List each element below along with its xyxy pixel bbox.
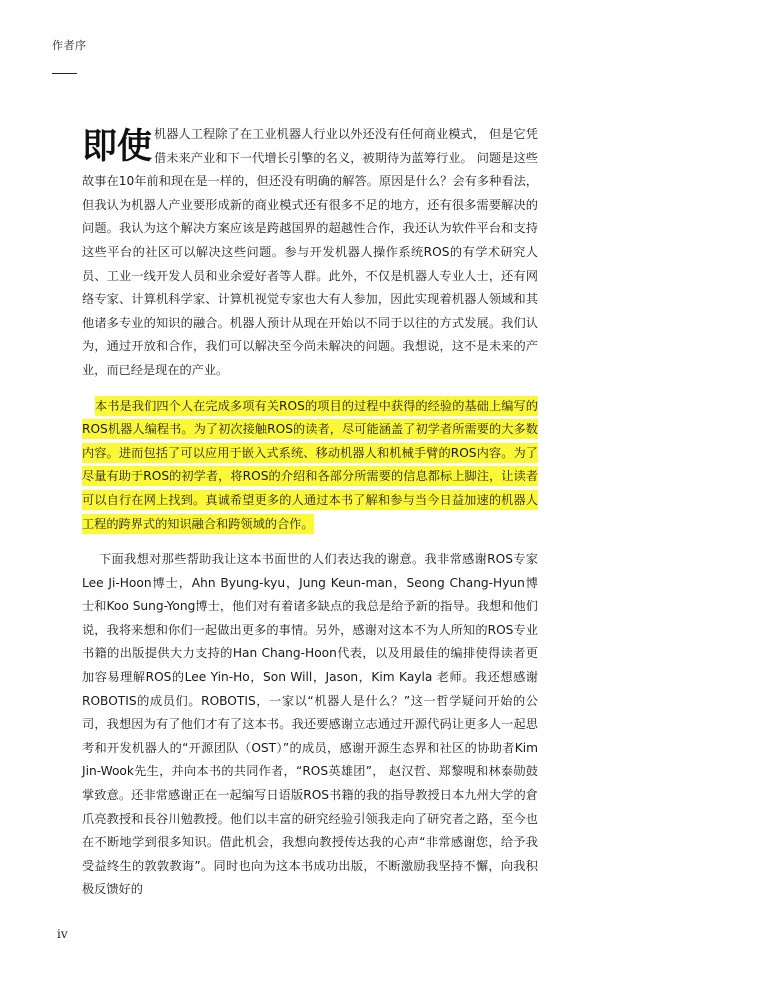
paragraph-3: 下面我想对那些帮助我让这本书面世的人们表达我的谢意。我非常感谢ROS专家Lee Ji-Hoon博士，Ahn Byung-kyu，Jung Keun-man，Seong Chang-Hyun博士和Koo Sung-Yong博士，他们对有着诸多缺点的我总是给予新的指导。我想和他们说，我将来想和你们一起做出更多的事情。另外，感谢对这本不为人所知的ROS专业书籍的出版提供大力支持的Han Chang-Hoon代表，以及用最佳的编排使得读者更加容易理解ROS的Lee Yin-Ho，Son Will，Jason，Kim Kayla 老师。我还想感谢ROBOTIS的成员们。ROBOTIS，一家以“机器人是什么？”这一哲学疑问开始的公司，我想因为有了他们才有了这本书。我还要感谢立志通过开源代码让更多人一起思考和开发机器人的“开源团队（OST）”的成员，感谢开源生态界和社区的协助者Kim Jin-Wook先生，并向本书的共同作者，“ROS英雄团”， 赵汉哲、郑黎晛和林泰勋鼓掌致意。还非常感谢正在一起编写日语版ROS书籍的我的指导教授日本九州大学的倉爪亮教授和長谷川勉教授。他们以丰富的研究经验引领我走向了研究者之路，至今也在不断地学到很多知识。借此机会，我想向教授传达我的心声“非常感谢您，给予我受益终生的敦敦教诲”。同时也向为这本书成功出版，不断激励我坚持不懈，向我积极反馈好的 <box>82 552 538 897</box>
drop-cap: 即使 <box>82 127 153 167</box>
paragraph-2 <box>82 395 538 537</box>
page-number: iv <box>57 927 68 941</box>
highlighted-text: 本书是我们四个人在完成多项有关ROS的项目的过程中获得的经验的基础上编写的ROS机器人编程书。为了初次接触ROS的读者，尽可能涵盖了初学者所需要的大多数内容。进而包括了可以应用于嵌入式系统、移动机器人和机械手臂的ROS内容。为了尽量有助于ROS的初学者，将ROS的介绍和各部分所需要的信息都标上脚注，让读者可以自行在网上找到。真诚希望更多的人通过本书了解和参与当今日益加速的机器人工程的跨界式的知识融合和跨领域的合作。 <box>82 396 538 534</box>
paragraph-1-text: 机器人工程除了在工业机器人行业以外还没有任何商业模式， 但是它凭借未来产业和下一代增长引擎的名义，被期待为蓝筹行业。 问题是这些故事在10年前和现在是一样的，但还没有明确的解答。原因是什么？会有多种看法，但我认为机器人产业要形成新的商业模式还有很多不足的地方，还有很多需要解决的问题。我认为这个解决方案应该是跨越国界的超越性合作，我还认为软件平台和支持这些平台的社区可以解决这些问题。参与开发机器人操作系统ROS的有学术研究人员、工业一线开发人员和业余爱好者等人群。此外，不仅是机器人专业人士，还有网络专家、计算机科学家、计算机视觉专家也大有人参加，因此实现着机器人领域和其他诸多专业的知识的融合。机器人预计从现在开始以不同于以往的方式发展。我们认为，通过开放和合作，我们可以解决至今尚未解决的问题。我想说，这不是未来的产业，而已经是现在的产业。 <box>82 127 538 377</box>
paragraph-1 <box>82 123 538 383</box>
running-header: 作者序 <box>52 39 87 52</box>
header-rule <box>52 73 77 74</box>
main-text <box>82 123 538 902</box>
